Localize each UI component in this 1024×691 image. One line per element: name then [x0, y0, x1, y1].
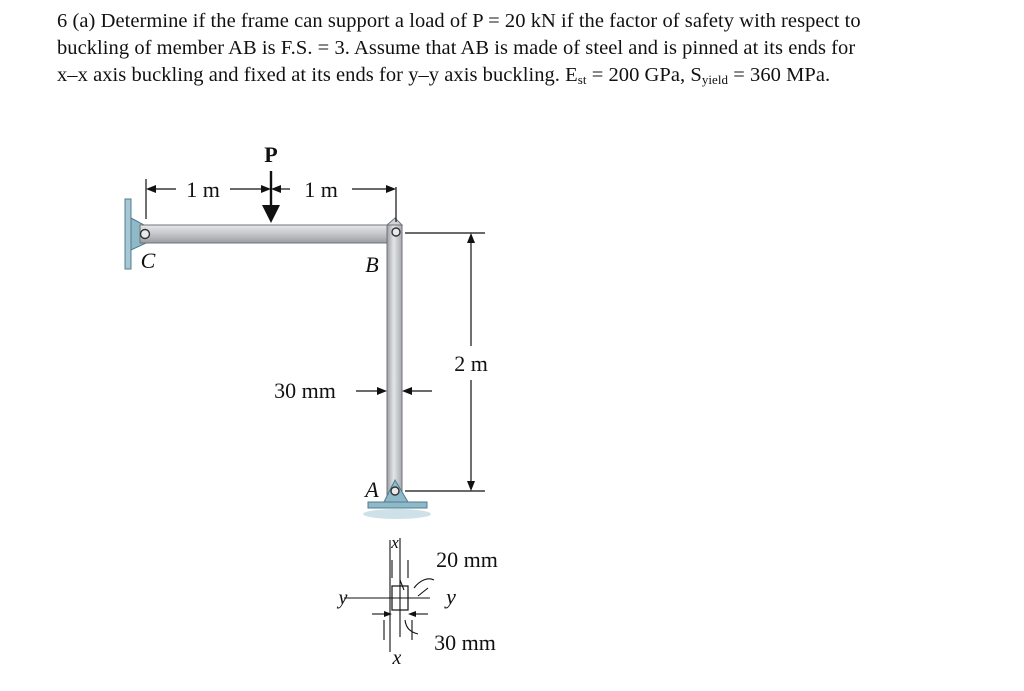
subscript-st: st	[577, 72, 587, 87]
load-label: P	[264, 142, 278, 167]
problem-text-3c: = 360 MPa.	[728, 64, 831, 86]
joint-b-label: B	[365, 252, 379, 277]
axis-x-bottom-label: x	[392, 647, 402, 669]
problem-part: (a)	[72, 10, 96, 32]
height-label: 2 m	[454, 351, 488, 376]
axis-x-top-label: x	[391, 533, 399, 552]
corner-b	[387, 218, 402, 225]
section-depth-label: 30 mm	[434, 630, 496, 655]
pin-b	[392, 228, 400, 236]
problem-line-2: buckling of member AB is F.S. = 3. Assume that AB is made of steel and is pinned at its ends for	[57, 37, 856, 59]
subscript-yield: yield	[701, 72, 729, 87]
problem-text-3b: = 200 GPa, S	[586, 64, 702, 86]
span-right-label: 1 m	[304, 177, 338, 202]
thickness-label: 30 mm	[274, 378, 336, 403]
problem-text-1: Determine if the frame can support a load of P = 20 kN if the factor of safety with respect to	[100, 10, 861, 32]
joint-a-label: A	[365, 477, 379, 502]
column-ab	[387, 225, 402, 502]
cross-section	[344, 538, 434, 652]
problem-number: 6	[57, 10, 68, 32]
problem-text-3a: x–x axis buckling and fixed at its ends for y–y axis buckling. E	[57, 64, 578, 86]
span-left-label: 1 m	[186, 177, 220, 202]
axis-y-left-label: y	[338, 587, 348, 609]
section-width-label: 20 mm	[436, 547, 498, 572]
support-c-label: C	[140, 248, 156, 273]
pin-c	[141, 230, 150, 239]
beam-cb	[140, 225, 402, 243]
axis-y-right-label: y	[446, 584, 456, 609]
